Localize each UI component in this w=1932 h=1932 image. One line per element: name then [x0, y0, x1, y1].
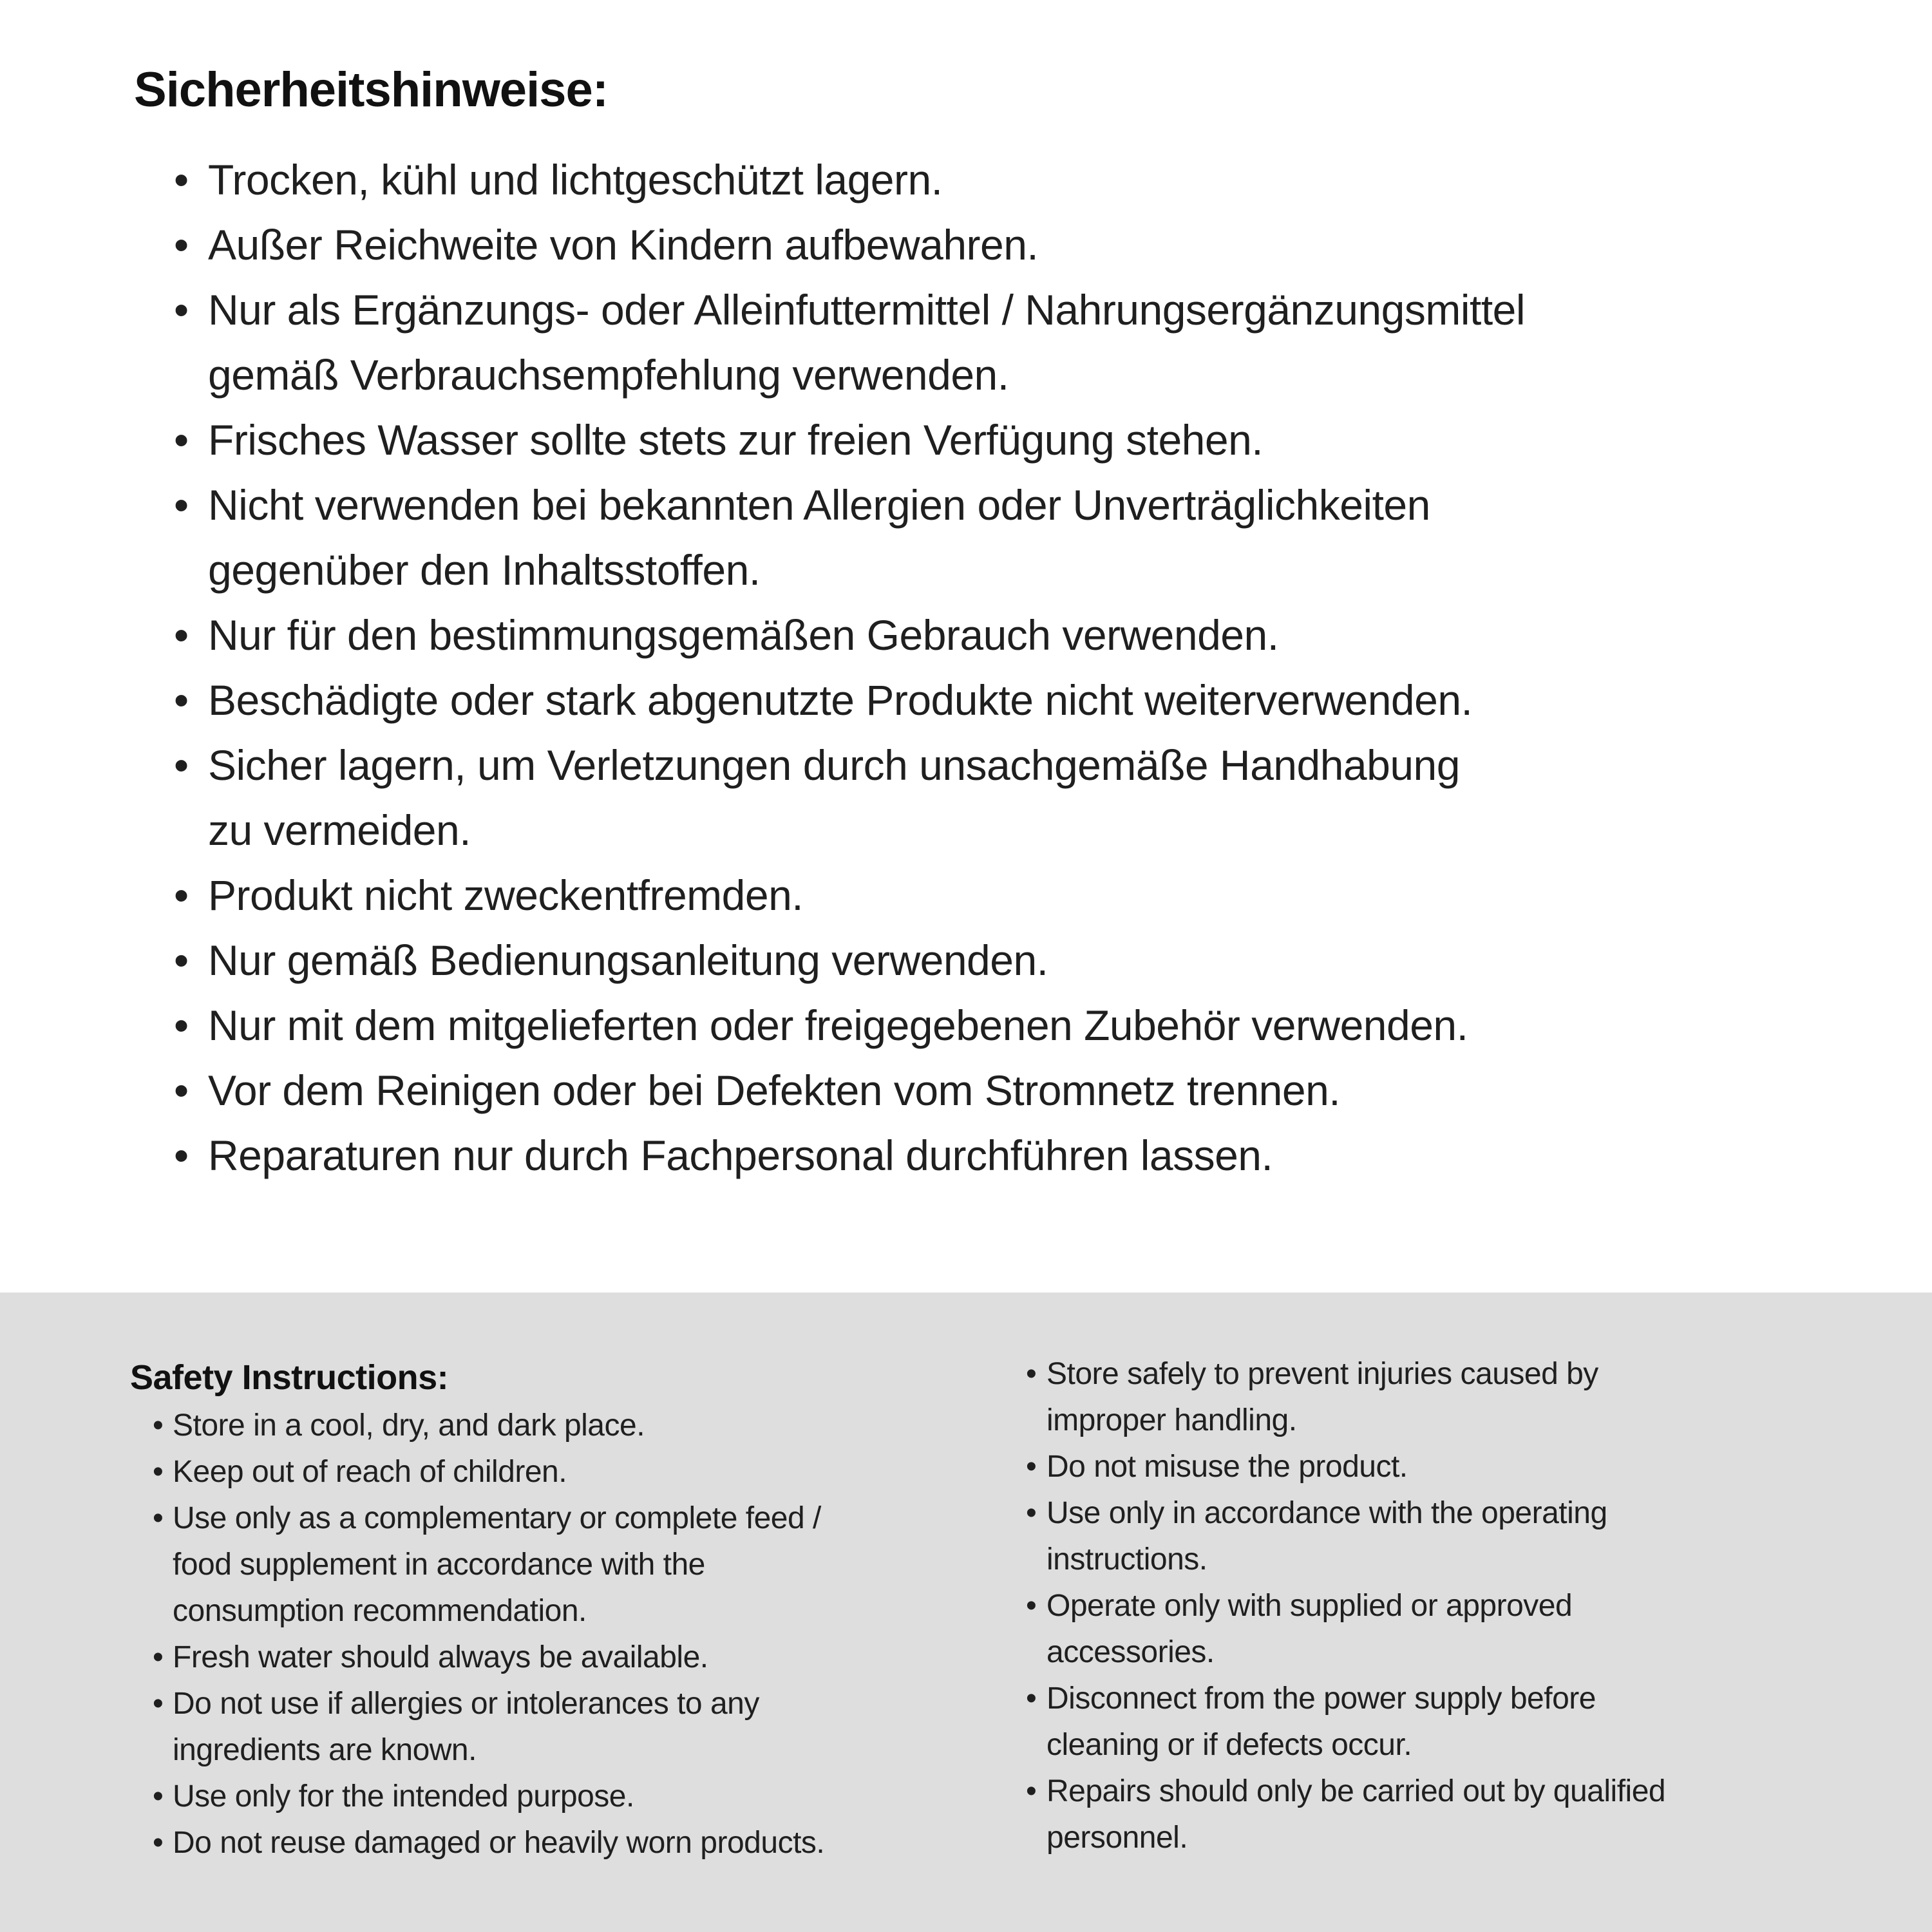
bullet-icon: • [153, 1640, 164, 1674]
list-item-text: Do not reuse damaged or heavily worn products. [173, 1826, 825, 1860]
bullet-icon: • [174, 1001, 189, 1049]
bullet-icon: • [1026, 1450, 1037, 1484]
list-item [174, 928, 1880, 993]
list-item-text: Repairs should only be carried out by qualified personnel. [1046, 1774, 1666, 1855]
list-item [174, 278, 1880, 408]
list-item-text: Store safely to prevent injuries caused by improper handling. [1046, 1357, 1598, 1437]
english-safety-list-left [153, 1403, 1009, 1866]
list-item-text: Nur als Ergänzungs- oder Alleinfuttermittel / Nahrungsergänzungsmittel gemäß Verbrauchsempfehlung verwenden. [208, 286, 1526, 399]
list-item [174, 473, 1880, 603]
list-item [1026, 1351, 1902, 1444]
list-item-text: Use only in accordance with the operating instructions. [1046, 1496, 1607, 1577]
list-item [153, 1681, 1009, 1774]
bullet-icon: • [174, 416, 189, 464]
bullet-icon: • [153, 1501, 164, 1535]
bullet-icon: • [153, 1455, 164, 1489]
list-item-text: Use only for the intended purpose. [173, 1779, 634, 1814]
bullet-icon: • [153, 1779, 164, 1814]
list-item-text: Reparaturen nur durch Fachpersonal durchführen lassen. [208, 1132, 1273, 1179]
list-item-text: Vor dem Reinigen oder bei Defekten vom Stromnetz trennen. [208, 1066, 1341, 1114]
list-item [174, 733, 1880, 863]
list-item [174, 863, 1880, 928]
list-item [153, 1403, 1009, 1449]
bullet-icon: • [174, 286, 189, 334]
bullet-icon: • [1026, 1496, 1037, 1530]
bullet-icon: • [1026, 1774, 1037, 1808]
bullet-icon: • [174, 676, 189, 724]
english-panel [0, 1293, 1932, 1932]
bullet-icon: • [174, 1066, 189, 1114]
list-item [153, 1634, 1009, 1681]
list-item-text: Nicht verwenden bei bekannten Allergien oder Unverträglichkeiten gegenüber den Inhaltsstoffen. [208, 481, 1430, 594]
list-item-text: Produkt nicht zweckentfremden. [208, 871, 804, 919]
list-item-text: Do not use if allergies or intolerances to any ingredients are known. [173, 1687, 759, 1767]
list-item-text: Nur mit dem mitgelieferten oder freigegebenen Zubehör verwenden. [208, 1001, 1468, 1049]
list-item-text: Nur für den bestimmungsgemäßen Gebrauch verwenden. [208, 611, 1279, 659]
bullet-icon: • [153, 1408, 164, 1443]
bullet-icon: • [1026, 1589, 1037, 1623]
list-item [174, 668, 1880, 733]
list-item [153, 1449, 1009, 1495]
list-item-text: Nur gemäß Bedienungsanleitung verwenden. [208, 936, 1048, 984]
list-item-text: Disconnect from the power supply before cleaning or if defects occur. [1046, 1681, 1596, 1762]
list-item-text: Trocken, kühl und lichtgeschützt lagern. [208, 156, 943, 204]
list-item-text: Frisches Wasser sollte stets zur freien Verfügung stehen. [208, 416, 1264, 464]
list-item [174, 1058, 1880, 1123]
list-item [174, 213, 1880, 278]
list-item [153, 1495, 1009, 1634]
list-item-text: Beschädigte oder stark abgenutzte Produkte nicht weiterverwenden. [208, 676, 1473, 724]
list-item [153, 1774, 1009, 1820]
list-item-text: Außer Reichweite von Kindern aufbewahren. [208, 221, 1039, 269]
list-item-text: Store in a cool, dry, and dark place. [173, 1408, 645, 1443]
list-item [1026, 1444, 1902, 1490]
english-safety-list-right [1026, 1351, 1902, 1861]
list-item [174, 1123, 1880, 1188]
list-item-text: Fresh water should always be available. [173, 1640, 708, 1674]
bullet-icon: • [174, 156, 189, 204]
german-safety-list [174, 147, 1880, 1188]
list-item [174, 408, 1880, 473]
list-item [153, 1820, 1009, 1866]
bullet-icon: • [174, 481, 189, 529]
german-heading: Sicherheitshinweise: [134, 62, 609, 117]
list-item-text: Keep out of reach of children. [173, 1455, 567, 1489]
list-item [174, 147, 1880, 213]
bullet-icon: • [153, 1826, 164, 1860]
bullet-icon: • [1026, 1357, 1037, 1391]
bullet-icon: • [174, 611, 189, 659]
bullet-icon: • [1026, 1681, 1037, 1716]
bullet-icon: • [174, 741, 189, 789]
english-heading: Safety Instructions: [130, 1358, 449, 1397]
list-item [1026, 1676, 1902, 1768]
bullet-icon: • [174, 936, 189, 984]
list-item-text: Use only as a complementary or complete feed / food supplement in accordance with the consumption recommendation. [173, 1501, 821, 1628]
list-item-text: Operate only with supplied or approved accessories. [1046, 1589, 1573, 1669]
bullet-icon: • [174, 1132, 189, 1179]
list-item [174, 993, 1880, 1058]
list-item-text: Do not misuse the product. [1046, 1450, 1408, 1484]
list-item-text: Sicher lagern, um Verletzungen durch unsachgemäße Handhabung zu vermeiden. [208, 741, 1460, 854]
list-item [1026, 1583, 1902, 1676]
bullet-icon: • [174, 221, 189, 269]
bullet-icon: • [153, 1687, 164, 1721]
bullet-icon: • [174, 871, 189, 919]
list-item [1026, 1768, 1902, 1861]
list-item [1026, 1490, 1902, 1583]
list-item [174, 603, 1880, 668]
